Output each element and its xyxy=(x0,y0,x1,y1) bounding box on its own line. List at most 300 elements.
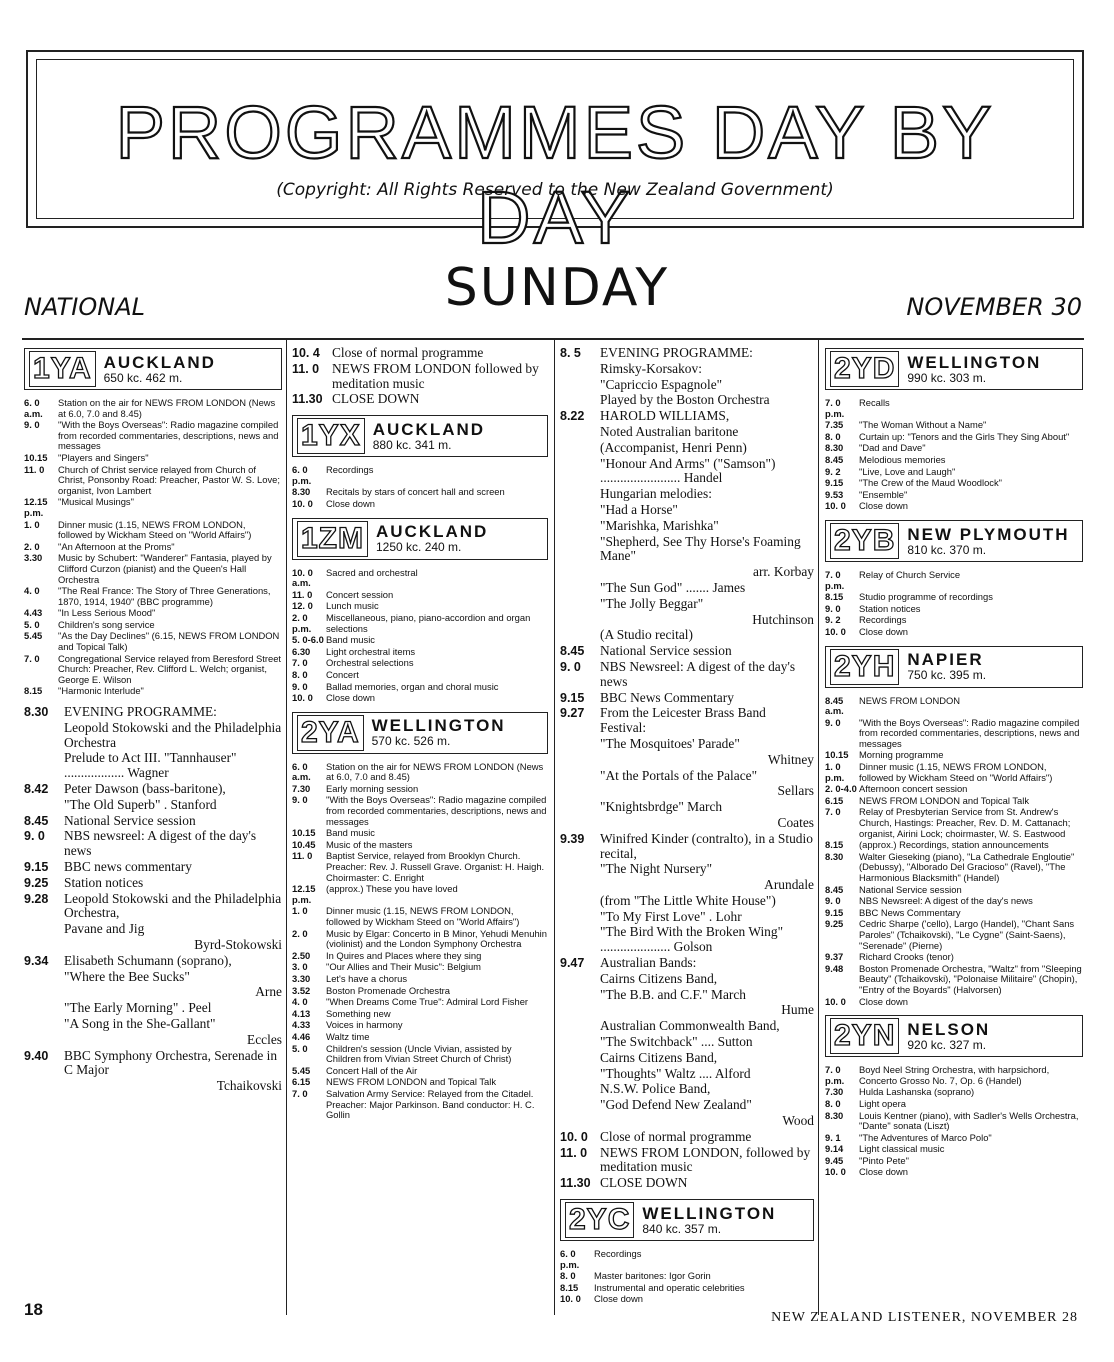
programme-time: 7. 0 p.m. xyxy=(825,568,845,591)
programme-entry xyxy=(825,840,1083,851)
programme-time: 8.30 xyxy=(825,850,844,862)
programme-entry xyxy=(825,1087,1083,1098)
programme-entry xyxy=(24,829,282,859)
programme-description: Hulda Lashanska (soprano) xyxy=(859,1086,975,1098)
programme-time xyxy=(560,425,600,440)
programme-time: 10. 0 xyxy=(560,1129,588,1144)
station-frequency: 650 kc. 462 m. xyxy=(103,370,183,385)
programme-time xyxy=(560,816,600,831)
programme-time xyxy=(560,581,600,596)
programme-entry xyxy=(292,682,548,693)
programme-description: BBC Symphony Orchestra, Serenade in C Major xyxy=(64,1047,278,1078)
programme-description: "Where the Bee Sucks" xyxy=(64,968,190,984)
programme-description: Cairns Citizens Band, xyxy=(600,1049,718,1065)
station-info xyxy=(907,354,1041,384)
station-call-sign: 1YA xyxy=(29,351,96,387)
programme-entry xyxy=(24,420,282,452)
station-call-sign: 2YD xyxy=(830,351,899,387)
programme-time: 11. 0 xyxy=(560,1145,588,1160)
station-header xyxy=(292,712,548,754)
station-header xyxy=(24,348,282,390)
programme-description: Close of normal programme xyxy=(332,346,484,360)
station-header xyxy=(825,1015,1083,1057)
programme-description: Cedric Sharpe ('cello), Largo (Handel), "Chant Sans Paroles" (Tchaikovski), "Le Cygne" (Saint-Saens), "Serenade" (Pierne) xyxy=(859,918,1075,951)
programme-entry xyxy=(292,951,548,962)
programme-entry xyxy=(24,542,282,553)
programme-description: "Dad and Dave" xyxy=(859,442,926,454)
programme-time: 9.37 xyxy=(825,951,844,963)
programme-time: 11. 0 xyxy=(292,361,320,376)
programme-time: 4.33 xyxy=(292,1019,311,1031)
programme-time xyxy=(560,894,600,909)
programme-time xyxy=(560,519,600,534)
programme-description: Boyd Neel String Orchestra, with harpsichord, Concerto Grosso No. 7, Op. 6 (Handel) xyxy=(859,1064,1050,1086)
programme-description: Recitals by stars of concert hall and screen xyxy=(326,486,505,498)
programme-time xyxy=(560,393,600,408)
programme-entry xyxy=(560,597,814,612)
programme-entry xyxy=(560,862,814,877)
programme-entry xyxy=(24,620,282,631)
station-info xyxy=(104,354,216,384)
programme-description: "God Defend New Zealand" xyxy=(600,1097,752,1113)
programme-description: "The Old Superb" . Stanford xyxy=(64,796,217,812)
day-heading: SUNDAY xyxy=(444,258,670,318)
programme-time: 10. 0 xyxy=(825,1166,846,1178)
programme-time: 8.22 xyxy=(560,409,585,424)
programme-time: 2.50 xyxy=(292,949,311,961)
programme-description: National Service session xyxy=(600,643,732,659)
programme-description: Coates xyxy=(777,814,814,830)
column-divider xyxy=(286,340,287,1315)
programme-description: Light orchestral items xyxy=(326,645,416,657)
programme-entry xyxy=(24,860,282,875)
programme-entry xyxy=(24,686,282,697)
programme-description: Played by the Boston Orchestra xyxy=(600,392,770,408)
station-info xyxy=(642,1205,776,1235)
programme-description: CLOSE DOWN xyxy=(600,1175,688,1191)
programme-description: Close down xyxy=(594,1293,643,1305)
programme-time xyxy=(560,362,600,377)
programme-time: 9. 0 xyxy=(825,895,841,907)
programme-entry xyxy=(24,654,282,686)
programme-list xyxy=(24,398,282,697)
programme-description: Sellars xyxy=(777,783,814,799)
column-divider xyxy=(818,340,819,1315)
programme-description: "The Adventures of Marco Polo" xyxy=(859,1131,992,1143)
publication-footer: NEW ZEALAND LISTENER, NOVEMBER 28 xyxy=(771,1310,1078,1325)
programme-entry xyxy=(825,615,1083,626)
programme-description: Station notices xyxy=(64,874,144,890)
programme-time: 6.30 xyxy=(292,645,311,657)
programme-entry xyxy=(292,647,548,658)
programme-time xyxy=(560,565,600,580)
programme-list xyxy=(292,762,548,1121)
programme-time: 8.30 xyxy=(825,1109,844,1121)
programme-entry xyxy=(292,840,548,851)
station-call-sign: 2YC xyxy=(565,1202,634,1238)
programme-entry xyxy=(292,884,548,905)
programme-time xyxy=(560,628,600,643)
programme-description: Master baritones: Igor Gorin xyxy=(594,1270,711,1282)
programme-entry xyxy=(825,750,1083,761)
programme-time: 9. 2 xyxy=(825,614,841,626)
programme-time: 11. 0 xyxy=(24,463,45,475)
programme-entry xyxy=(560,1283,814,1294)
programme-description: Congregational Service relayed from Beresford Street Church: Preacher, Rev. Clifford L. Welch; organist, George E. Wilson xyxy=(58,652,282,685)
programme-time: 9.40 xyxy=(24,1048,49,1063)
programme-description: Hungarian melodies: xyxy=(600,486,712,502)
programme-entry xyxy=(560,706,814,736)
programme-time: 9. 0 xyxy=(560,659,581,674)
programme-time: 4.43 xyxy=(24,607,43,619)
station-frequency: 570 kc. 526 m. xyxy=(371,734,451,749)
programme-time: 6. 0 p.m. xyxy=(292,464,312,486)
programme-time: 10. 0 xyxy=(825,500,846,512)
programme-entry xyxy=(24,1017,282,1032)
programme-description: "Honour And Arms" ("Samson") ........................ Handel xyxy=(600,455,776,486)
programme-description: Early morning session xyxy=(326,782,419,794)
programme-entry xyxy=(292,392,548,407)
programme-entry xyxy=(825,964,1083,996)
programme-description: Prelude to Act III. "Tannhauser" .................. Wagner xyxy=(64,750,237,781)
programme-entry xyxy=(560,644,814,659)
programme-entry xyxy=(24,520,282,541)
programme-entry xyxy=(560,519,814,534)
programme-entry xyxy=(292,1009,548,1020)
programme-description: (A Studio recital) xyxy=(600,627,693,643)
programme-time xyxy=(560,800,600,815)
station-info xyxy=(907,651,986,681)
programme-time: 6. 0 a.m. xyxy=(24,397,43,419)
programme-entry xyxy=(825,796,1083,807)
programme-entry xyxy=(292,1020,548,1031)
programme-description: "Live, Love and Laugh" xyxy=(859,465,956,477)
programme-description: Let's have a chorus xyxy=(326,972,408,984)
programme-description: Close of normal programme xyxy=(600,1128,752,1144)
programme-time: 9. 0 xyxy=(825,716,841,728)
programme-time xyxy=(560,862,600,877)
programme-description: Close down xyxy=(326,497,375,509)
programme-description: Dinner music (1.15, NEWS FROM LONDON, followed by Wickham Steed on "World Affairs") xyxy=(58,518,252,541)
programme-description: "The Woman Without a Name" xyxy=(859,419,987,431)
programme-time: 8.15 xyxy=(825,839,844,851)
programme-description: Concert Hall of the Air xyxy=(326,1064,418,1076)
programme-time: 3.30 xyxy=(292,972,311,984)
programme-description: (approx.) These you have loved xyxy=(326,883,458,895)
programme-time xyxy=(560,769,600,784)
programme-description: Rimsky-Korsakov: xyxy=(600,360,702,376)
programme-entry xyxy=(825,908,1083,919)
programme-time: 7. 0 xyxy=(24,652,40,664)
page-title: PROGRAMMES DAY BY DAY xyxy=(115,91,995,259)
programme-entry xyxy=(560,487,814,502)
programme-entry xyxy=(24,721,282,751)
programme-description: NBS Newsreel: A digest of the day's news xyxy=(859,895,1033,907)
programme-entry xyxy=(560,691,814,706)
programme-time: 8.15 xyxy=(560,1281,579,1293)
programme-time: 4.46 xyxy=(292,1030,311,1042)
programme-time: 7. 0 xyxy=(825,806,841,818)
programme-entry xyxy=(24,1033,282,1048)
programme-description: NBS newsreel: A digest of the day's news xyxy=(64,828,257,859)
programme-description: Afternoon concert session xyxy=(859,783,968,795)
programme-entry xyxy=(24,970,282,985)
programme-entry xyxy=(825,784,1083,795)
programme-time: 9. 2 xyxy=(825,465,841,477)
programme-time xyxy=(560,784,600,799)
programme-entry xyxy=(560,660,814,690)
programme-description: Elisabeth Schumann (soprano), xyxy=(64,952,232,968)
programme-time: 8.30 xyxy=(292,486,311,498)
programme-list xyxy=(825,1065,1083,1178)
programme-time xyxy=(560,597,600,612)
programme-column-4 xyxy=(825,346,1083,1186)
programme-entry xyxy=(825,1099,1083,1110)
programme-description: Close down xyxy=(326,692,375,704)
programme-entry xyxy=(292,465,548,486)
programme-entry xyxy=(560,972,814,987)
programme-description: Tchaikovski xyxy=(216,1078,282,1094)
programme-description: "Our Allies and Their Music": Belgium xyxy=(326,961,481,973)
station-city: NEW PLYMOUTH xyxy=(907,524,1070,544)
programme-entry xyxy=(292,929,548,950)
programme-description: Ballad memories, organ and choral music xyxy=(326,680,499,692)
programme-column-3 xyxy=(560,346,814,1313)
programme-time: 8.45 xyxy=(825,883,844,895)
programme-entry xyxy=(560,925,814,955)
programme-entry xyxy=(560,1098,814,1113)
title-banner xyxy=(26,50,1084,259)
programme-entry xyxy=(560,535,814,565)
programme-time: 9. 0 xyxy=(292,680,308,692)
programme-entry xyxy=(24,631,282,652)
programme-description: "Players and Singers" xyxy=(58,451,149,463)
station-header xyxy=(292,518,548,560)
programme-entry xyxy=(292,974,548,985)
programme-entry xyxy=(560,393,814,408)
programme-entry xyxy=(292,658,548,669)
programme-time xyxy=(24,1017,64,1032)
programme-time: 8.45 xyxy=(560,644,585,659)
programme-description: "The B.B. and C.F." March xyxy=(600,986,746,1002)
programme-entry xyxy=(292,635,548,646)
programme-time: 11. 0 xyxy=(292,588,313,600)
station-city: WELLINGTON xyxy=(371,716,506,736)
programme-description: (Accompanist, Henri Penn) xyxy=(600,439,747,455)
programme-entry xyxy=(292,784,548,795)
programme-description: Cairns Citizens Band, xyxy=(600,970,718,986)
programme-description: Studio programme of recordings xyxy=(859,591,993,603)
programme-time: 9. 0 xyxy=(292,794,308,806)
programme-entry xyxy=(24,1079,282,1094)
programme-description: NEWS FROM LONDON and Topical Talk xyxy=(326,1076,497,1088)
programme-entry xyxy=(825,1065,1083,1086)
programme-time: 2. 0 p.m. xyxy=(292,611,312,634)
programme-description: Recordings xyxy=(326,464,374,476)
programme-description: Relay of Presbyterian Service from St. Andrew's Church, Hastings: Preacher, Rev. D. M. Cattanach; organist, Airini Lock; choirmaster, W. S. Eastwood xyxy=(859,806,1071,839)
programme-entry xyxy=(825,885,1083,896)
programme-entry xyxy=(24,453,282,464)
programme-description: "To My First Love" . Lohr xyxy=(600,908,742,924)
programme-time: 2. 0 xyxy=(292,927,308,939)
programme-entry xyxy=(825,467,1083,478)
programme-time: 9. 0 xyxy=(24,829,45,844)
programme-description: Relay of Church Service xyxy=(859,568,961,580)
programme-list xyxy=(560,1249,814,1305)
programme-entry xyxy=(825,420,1083,431)
programme-description: "The Sun God" ....... James xyxy=(600,579,746,595)
programme-time: 9.25 xyxy=(24,875,49,890)
programme-description: Eccles xyxy=(247,1031,282,1047)
programme-entry xyxy=(560,1019,814,1034)
programme-description: Winifred Kinder (contralto), in a Studio recital, xyxy=(600,830,813,861)
programme-description: Arne xyxy=(255,984,282,1000)
programme-time: 9.15 xyxy=(24,860,49,874)
programme-time xyxy=(560,1082,600,1097)
programme-time xyxy=(560,753,600,768)
programme-time: 2. 0 xyxy=(24,540,40,552)
programme-list xyxy=(292,346,548,407)
programme-entry xyxy=(825,570,1083,591)
programme-time xyxy=(560,613,600,628)
programme-entry xyxy=(292,346,548,361)
programme-entry xyxy=(292,1077,548,1088)
programme-description: arr. Korbay xyxy=(753,564,814,580)
programme-entry xyxy=(825,896,1083,907)
programme-description: Children's session (Uncle Vivian, assisted by Children from Vivian Street Church of Christ) xyxy=(326,1042,512,1065)
programme-time xyxy=(560,378,600,393)
programme-description: Leopold Stokowski and the Philadelphia Orchestra, xyxy=(64,890,282,921)
programme-description: Baptist Service, relayed from Brooklyn Church. Preacher: Rev. J. Russell Grave. Organist: H. Haigh. Choirmaster: C. Enright xyxy=(326,850,545,883)
programme-time: 10. 4 xyxy=(292,346,320,360)
programme-time: 9.28 xyxy=(24,891,49,906)
programme-time: 8.30 xyxy=(24,705,49,720)
programme-description: Richard Crooks (tenor) xyxy=(859,951,954,963)
programme-entry xyxy=(560,1146,814,1176)
programme-description: "At the Portals of the Palace" xyxy=(600,767,758,783)
programme-time xyxy=(24,938,64,953)
programme-description: Voices in harmony xyxy=(326,1019,403,1031)
programme-description: Boston Promenade Orchestra, "Waltz" from "Sleeping Beauty" (Tchaikovski), "Polonaise Militaire" (Chopin), "Entry of the Boyards" (Halvorsen) xyxy=(859,962,1082,995)
programme-description: Something new xyxy=(326,1007,391,1019)
programme-entry xyxy=(560,816,814,831)
programme-description: "Pinto Pete" xyxy=(859,1154,909,1166)
programme-entry xyxy=(560,425,814,440)
programme-time: 1. 0 p.m. xyxy=(825,761,845,783)
programme-entry xyxy=(292,568,548,589)
station-city: AUCKLAND xyxy=(103,352,216,372)
programme-entry xyxy=(24,1049,282,1079)
programme-description: "In Less Serious Mood" xyxy=(58,607,156,619)
programme-entry xyxy=(24,954,282,969)
programme-entry xyxy=(825,696,1083,717)
programme-time xyxy=(560,910,600,925)
programme-time xyxy=(24,985,64,1000)
programme-description: Close down xyxy=(859,995,908,1007)
programme-entry xyxy=(825,1167,1083,1178)
programme-time xyxy=(24,970,64,985)
programme-entry xyxy=(560,1082,814,1097)
station-frequency: 840 kc. 357 m. xyxy=(642,1221,722,1236)
programme-entry xyxy=(292,693,548,704)
programme-entry xyxy=(292,762,548,783)
programme-entry xyxy=(825,1156,1083,1167)
station-header xyxy=(560,1199,814,1241)
programme-description: NEWS FROM LONDON followed by meditation music xyxy=(332,360,539,391)
station-call-sign: 2YA xyxy=(297,715,364,751)
station-frequency: 880 kc. 341 m. xyxy=(372,437,452,452)
programme-description: Arundale xyxy=(764,877,814,893)
programme-entry xyxy=(24,1001,282,1016)
programme-description: Louis Kentner (piano), with Sadler's Wells Orchestra, "Dante" sonata (Liszt) xyxy=(859,1109,1079,1132)
programme-time: 9. 0 xyxy=(24,419,40,431)
station-city: NAPIER xyxy=(907,650,984,670)
programme-description: Close down xyxy=(859,625,908,637)
programme-description: Instrumental and operatic celebrities xyxy=(594,1281,745,1293)
programme-description: "Harmonic Interlude" xyxy=(58,685,144,697)
station-info xyxy=(376,523,488,553)
programme-description: (from "The Little White House") xyxy=(600,892,776,908)
programme-description: "The Jolly Beggar" xyxy=(600,595,704,611)
edition-label: NATIONAL xyxy=(24,293,145,321)
programme-entry xyxy=(560,1249,814,1270)
programme-description: Miscellaneous, piano, piano-accordion and organ selections xyxy=(326,611,531,634)
programme-entry xyxy=(24,814,282,829)
station-header xyxy=(825,520,1083,562)
programme-time xyxy=(24,751,64,781)
programme-entry xyxy=(24,705,282,720)
programme-entry xyxy=(560,988,814,1003)
programme-entry xyxy=(825,1133,1083,1144)
programme-entry xyxy=(560,565,814,580)
programme-time xyxy=(560,487,600,502)
programme-entry xyxy=(24,892,282,922)
programme-entry xyxy=(560,1067,814,1082)
programme-time: 8. 0 xyxy=(825,1097,841,1109)
programme-description: "The Switchback" .... Sutton xyxy=(600,1034,753,1050)
programme-time: 11.30 xyxy=(560,1176,591,1191)
programme-time: 12.15 p.m. xyxy=(24,496,48,518)
programme-description: "Had a Horse" xyxy=(600,501,678,517)
programme-time: 8.15 xyxy=(825,591,844,603)
programme-entry xyxy=(560,737,814,752)
programme-entry xyxy=(825,1111,1083,1132)
programme-entry xyxy=(24,798,282,813)
programme-time: 8.45 xyxy=(825,453,844,465)
programme-entry xyxy=(560,362,814,377)
column-divider xyxy=(554,340,555,1315)
copyright-notice: (Copyright: All Rights Reserved to the New Zealand Government) xyxy=(276,180,834,200)
programme-time: 4. 0 xyxy=(24,585,40,597)
programme-description: HAROLD WILLIAMS, xyxy=(600,408,730,424)
programme-time: 8. 5 xyxy=(560,346,581,360)
programme-description: Curtain up: "Tenors and the Girls They Sing About" xyxy=(859,430,1070,442)
programme-time: 9.27 xyxy=(560,706,585,721)
programme-time: 6. 0 a.m. xyxy=(292,760,311,783)
programme-time: 7. 0 p.m. xyxy=(825,1064,845,1086)
programme-time xyxy=(560,1067,600,1082)
programme-entry xyxy=(560,1114,814,1129)
programme-time: 9.15 xyxy=(560,690,585,705)
programme-entry xyxy=(292,986,548,997)
programme-description: "The Crew of the Maud Woodlock" xyxy=(859,477,1003,489)
programme-time: 8. 0 xyxy=(292,668,308,680)
programme-entry xyxy=(825,1144,1083,1155)
programme-time: 12. 0 xyxy=(292,600,313,612)
programme-entry xyxy=(292,1032,548,1043)
programme-time: 10. 0 xyxy=(825,995,846,1007)
programme-time xyxy=(24,721,64,751)
